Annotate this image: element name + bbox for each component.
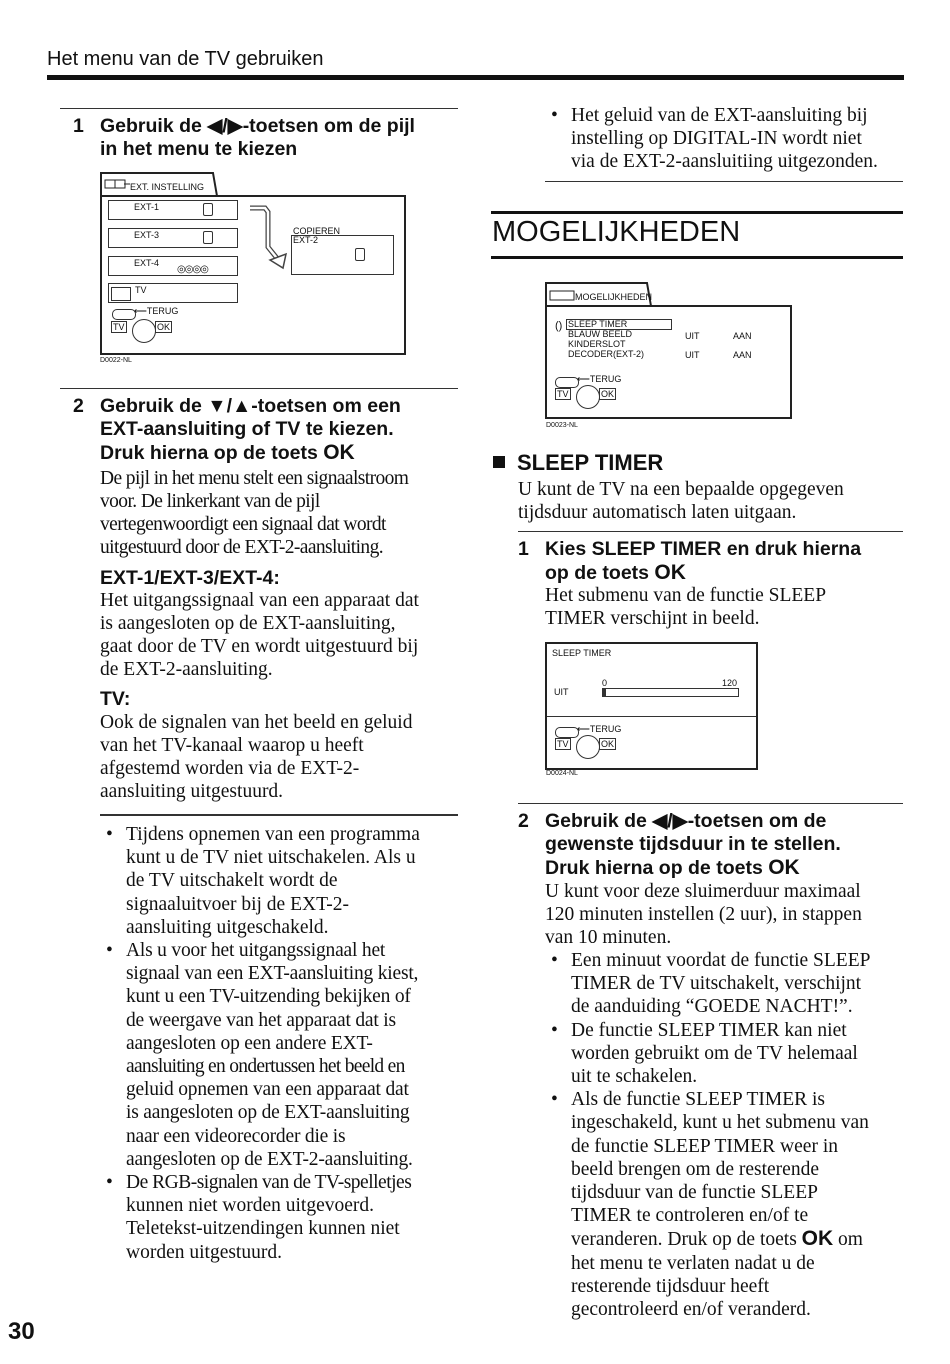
list-item xyxy=(545,104,910,174)
screen-divider xyxy=(547,716,756,717)
text-line: aansluiting uitgeschakeld. xyxy=(126,916,329,938)
back-label: ⟵TERUG xyxy=(134,306,179,316)
menu-item-label: EXT-1 xyxy=(134,202,160,212)
text-line: van het TV-kanaal waarop u heeft xyxy=(100,735,364,756)
ok-key-label: OK xyxy=(654,561,686,584)
divider xyxy=(60,108,458,109)
text-line: Teletekst-uitzendingen kunnen niet xyxy=(126,1218,400,1240)
text-line: TIMER verschijnt in beeld. xyxy=(545,608,760,629)
ok-button-icon: OK xyxy=(601,739,615,749)
value-uit: UIT xyxy=(685,350,700,360)
ok-key-label: OK xyxy=(801,1227,834,1251)
text-line-part: veranderen. Druk op de toets xyxy=(571,1229,802,1251)
heading-rule-bottom xyxy=(491,256,903,259)
step-line-text: Druk hierna op de toets xyxy=(545,857,769,879)
sleep-timer-intro xyxy=(518,478,903,524)
text-line: kunt u de TV niet uitschakelen. Als u xyxy=(126,847,416,869)
text-line: het menu te verlaten nadat u de xyxy=(571,1252,815,1274)
timer-slider-track xyxy=(602,688,739,697)
text-line: worden gebruikt om de TV helemaal xyxy=(571,1042,858,1064)
timer-slider-fill xyxy=(603,689,606,696)
mogelijkheden-screen xyxy=(545,282,795,432)
ok-button-icon: OK xyxy=(157,322,171,332)
menu-item-blauw-beeld: BLAUW BEELD xyxy=(568,329,633,339)
tv-subheading: TV: xyxy=(100,688,131,710)
screen-tab-label: MOGELIJKHEDEN xyxy=(575,292,653,302)
ok-button-icon: OK xyxy=(601,389,615,399)
text-line: • De functie SLEEP TIMER kan niet xyxy=(571,1019,847,1041)
text-line: • De RGB-signalen van de TV-spelletjes xyxy=(126,1172,412,1194)
list-item xyxy=(545,1019,910,1089)
header-rule xyxy=(47,75,904,80)
text-line: uit te schakelen. xyxy=(571,1066,698,1088)
text-line: Ook de signalen van het beeld en geluid xyxy=(100,712,413,733)
text-line: signaaluitvoer bij de EXT-2- xyxy=(126,893,349,915)
menu-item-label: EXT-4 xyxy=(134,258,160,268)
list-item xyxy=(100,823,465,939)
back-label: ⟵TERUG xyxy=(577,374,622,384)
text-line: kunnen niet worden uitgevoerd. xyxy=(126,1195,375,1217)
text-line: Het submenu van de functie SLEEP xyxy=(545,585,827,606)
text-line: gecontroleerd en/of veranderd. xyxy=(571,1299,811,1321)
ext-instelling-screen xyxy=(100,172,410,368)
text-line: aansluiting uitgestuurd. xyxy=(100,781,284,802)
back-text: TERUG xyxy=(589,374,622,384)
menu-item-kinderslot: KINDERSLOT xyxy=(568,339,626,349)
text-line: • Een minuut voordat de functie SLEEP xyxy=(571,950,871,971)
menu-item-sleep-timer: SLEEP TIMER xyxy=(568,319,628,329)
divider xyxy=(60,388,458,389)
text-line: kunt u een TV-uitzending bekijken of xyxy=(126,986,411,1008)
text-line: voor. De linkerkant van de pijl xyxy=(100,491,320,512)
rca-connectors-icon: ◎◎◎◎ xyxy=(177,264,208,275)
step-number: 1 xyxy=(518,538,529,560)
text-line: van 10 minuten. xyxy=(545,927,672,948)
text-line: aangesloten op de EXT-2-aansluiting. xyxy=(126,1148,413,1170)
text-line: resterende tijdsduur heeft xyxy=(571,1275,770,1297)
step-number: 2 xyxy=(73,395,84,417)
step-line: EXT-aansluiting of TV te kiezen. xyxy=(100,418,394,440)
copy-target-box xyxy=(291,235,394,275)
step-line-text: Druk hierna op de toets xyxy=(100,442,324,464)
copy-target-label: EXT-2 xyxy=(293,235,319,245)
back-text: TERUG xyxy=(146,306,179,316)
text-line: aangesloten op een andere EXT- xyxy=(126,1032,373,1054)
text-line: de functie SLEEP TIMER weer in xyxy=(571,1135,838,1157)
step-text xyxy=(100,395,401,465)
right-step-1-description xyxy=(545,584,905,630)
text-line: de EXT-2-aansluiting. xyxy=(100,659,273,680)
selection-arrow-icon: () xyxy=(555,320,563,332)
value-aan: AAN xyxy=(733,350,752,360)
text-line: de aanduiding “GOEDE NACHT!”. xyxy=(571,996,853,1018)
text-line: • Het geluid van de EXT-aansluiting bij xyxy=(571,105,868,126)
screen-tab-label: EXT. INSTELLING xyxy=(130,182,205,192)
step-text xyxy=(545,810,841,880)
text-line: is aangesloten op de EXT-aansluiting xyxy=(126,1102,410,1124)
scale-min: 0 xyxy=(602,678,608,688)
text-line: afgestemd worden via de EXT-2- xyxy=(100,758,360,779)
scale-max: 120 xyxy=(722,678,738,688)
screen-title: SLEEP TIMER xyxy=(552,648,612,658)
text-line: Het uitgangssignaal van een apparaat dat xyxy=(100,590,419,611)
step-number: 2 xyxy=(518,810,529,832)
tv-description xyxy=(100,711,460,803)
text-line: ingeschakeld, kunt u het submenu van xyxy=(571,1112,869,1134)
step-line-text: op de toets xyxy=(545,562,655,584)
scart-icon xyxy=(203,203,213,216)
square-bullet-icon xyxy=(493,456,505,468)
right-top-note xyxy=(545,104,910,174)
text-line-part: om xyxy=(833,1229,863,1251)
step-line xyxy=(545,561,861,585)
section-heading: MOGELIJKHEDEN xyxy=(492,216,741,248)
left-step-2-description xyxy=(100,467,460,559)
step-line: Gebruik de ◀/▶-toetsen om de xyxy=(545,810,827,832)
text-line: signaal van een EXT-aansluiting kiest, xyxy=(126,963,419,985)
step-line: Gebruik de ◀/▶-toetsen om de pijl xyxy=(100,115,415,137)
left-notes-list xyxy=(100,823,465,1264)
ok-key-label: OK xyxy=(323,441,355,464)
text-line: 120 minuten instellen (2 uur), in stappen xyxy=(545,904,862,925)
step-line: Kies SLEEP TIMER en druk hierna xyxy=(545,538,862,560)
menu-item-tv xyxy=(108,283,238,303)
dpad-icon xyxy=(576,385,600,409)
timer-value: UIT xyxy=(554,687,569,697)
back-button-icon xyxy=(555,727,579,738)
text-line: TIMER de TV uitschakelt, verschijnt xyxy=(571,973,862,995)
back-text: TERUG xyxy=(589,724,622,734)
tv-icon xyxy=(111,287,131,301)
text-line: uitgestuurd door de EXT-2-aansluiting. xyxy=(100,537,384,558)
menu-item-ext-4 xyxy=(108,256,238,276)
text-line: tijdsduur van de functie SLEEP xyxy=(571,1182,818,1204)
menu-item-label: TV xyxy=(135,285,147,295)
text-line: naar een videorecorder die is xyxy=(126,1125,346,1147)
diagram-code: D0024-NL xyxy=(546,770,578,777)
dpad-icon xyxy=(576,735,600,759)
text-line: U kunt de TV na een bepaalde opgegeven xyxy=(518,479,844,500)
divider xyxy=(518,803,903,804)
back-button-icon xyxy=(112,309,136,320)
text-line: gaat door de TV en wordt uitgestuurd bij xyxy=(100,636,419,657)
ext-description xyxy=(100,589,460,681)
list-item xyxy=(100,1171,465,1264)
text-line: geluid opnemen van een apparaat dat xyxy=(126,1079,409,1101)
text-line: De pijl in het menu stelt een signaalstroom xyxy=(100,468,409,489)
text-line: is aangesloten op de EXT-aansluiting, xyxy=(100,613,396,634)
sleep-timer-screen xyxy=(545,642,760,782)
menu-item-ext-3 xyxy=(108,228,238,248)
text-line: • Als de functie SLEEP TIMER is xyxy=(571,1089,826,1111)
list-item xyxy=(100,939,465,1171)
scart-icon xyxy=(355,248,365,261)
menu-item-label: EXT-3 xyxy=(134,230,160,240)
step-line: gewenste tijdsduur in te stellen. xyxy=(545,833,841,855)
menu-item-ext-1 xyxy=(108,200,238,220)
text-line: worden uitgestuurd. xyxy=(126,1241,282,1263)
text-line: via de EXT-2-aansluitiing uitgezonden. xyxy=(571,151,878,173)
text-line: • Als u voor het uitgangssignaal het xyxy=(126,940,386,962)
diagram-code: D0022-NL xyxy=(100,357,132,364)
text-line: beeld brengen om de resterende xyxy=(571,1158,819,1180)
step-line xyxy=(100,441,401,465)
sleep-timer-heading-text: SLEEP TIMER xyxy=(517,450,664,475)
text-line: vertegenwoordigt een signaal dat wordt xyxy=(100,514,386,535)
back-button-icon xyxy=(555,377,579,388)
right-notes-list xyxy=(545,949,910,1321)
heading-rule-top xyxy=(491,211,903,214)
text-line: U kunt voor deze sluimerduur maximaal xyxy=(545,881,861,902)
tv-button-icon: TV xyxy=(557,739,569,749)
list-item xyxy=(545,949,910,1019)
text-line: tijdsduur automatisch laten uitgaan. xyxy=(518,502,797,523)
tv-button-icon: TV xyxy=(113,322,125,332)
text-line: de weergave van het apparaat dat is xyxy=(126,1009,396,1031)
page-header-title: Het menu van de TV gebruiken xyxy=(47,48,324,70)
text-line: TIMER te controleren en/of te xyxy=(571,1205,809,1227)
diagram-code: D0023-NL xyxy=(546,422,578,429)
divider xyxy=(100,814,458,816)
divider xyxy=(545,181,903,182)
divider xyxy=(518,531,903,532)
text-line: instelling op DIGITAL-IN wordt niet xyxy=(571,128,862,150)
right-step-2-description xyxy=(545,880,905,949)
back-label: ⟵TERUG xyxy=(577,724,622,734)
sleep-timer-heading xyxy=(493,450,663,476)
text-line: • Tijdens opnemen van een programma xyxy=(126,824,420,845)
menu-item-decoder: DECODER(EXT-2) xyxy=(568,349,645,359)
tv-button-icon: TV xyxy=(557,389,569,399)
step-line xyxy=(545,856,841,880)
step-line: in het menu te kiezen xyxy=(100,138,298,160)
step-line: Gebruik de ▼/▲-toetsen om een xyxy=(100,395,401,417)
scart-icon xyxy=(203,231,213,244)
dpad-icon xyxy=(132,319,156,343)
value-uit: UIT xyxy=(685,331,700,341)
text-line: de TV uitschakelt wordt de xyxy=(126,870,338,892)
step-number: 1 xyxy=(73,115,84,137)
page-number: 30 xyxy=(8,1318,35,1345)
step-text xyxy=(100,115,415,161)
value-aan: AAN xyxy=(733,331,752,341)
step-text xyxy=(545,538,861,585)
ok-key-label: OK xyxy=(768,856,800,879)
text-line xyxy=(571,1227,910,1251)
ext-subheading: EXT-1/EXT-3/EXT-4: xyxy=(100,567,280,589)
copy-label: COPIEREN xyxy=(293,226,341,236)
text-line: aansluiting en ondertussen het beeld en xyxy=(126,1056,405,1078)
list-item xyxy=(545,1088,910,1321)
